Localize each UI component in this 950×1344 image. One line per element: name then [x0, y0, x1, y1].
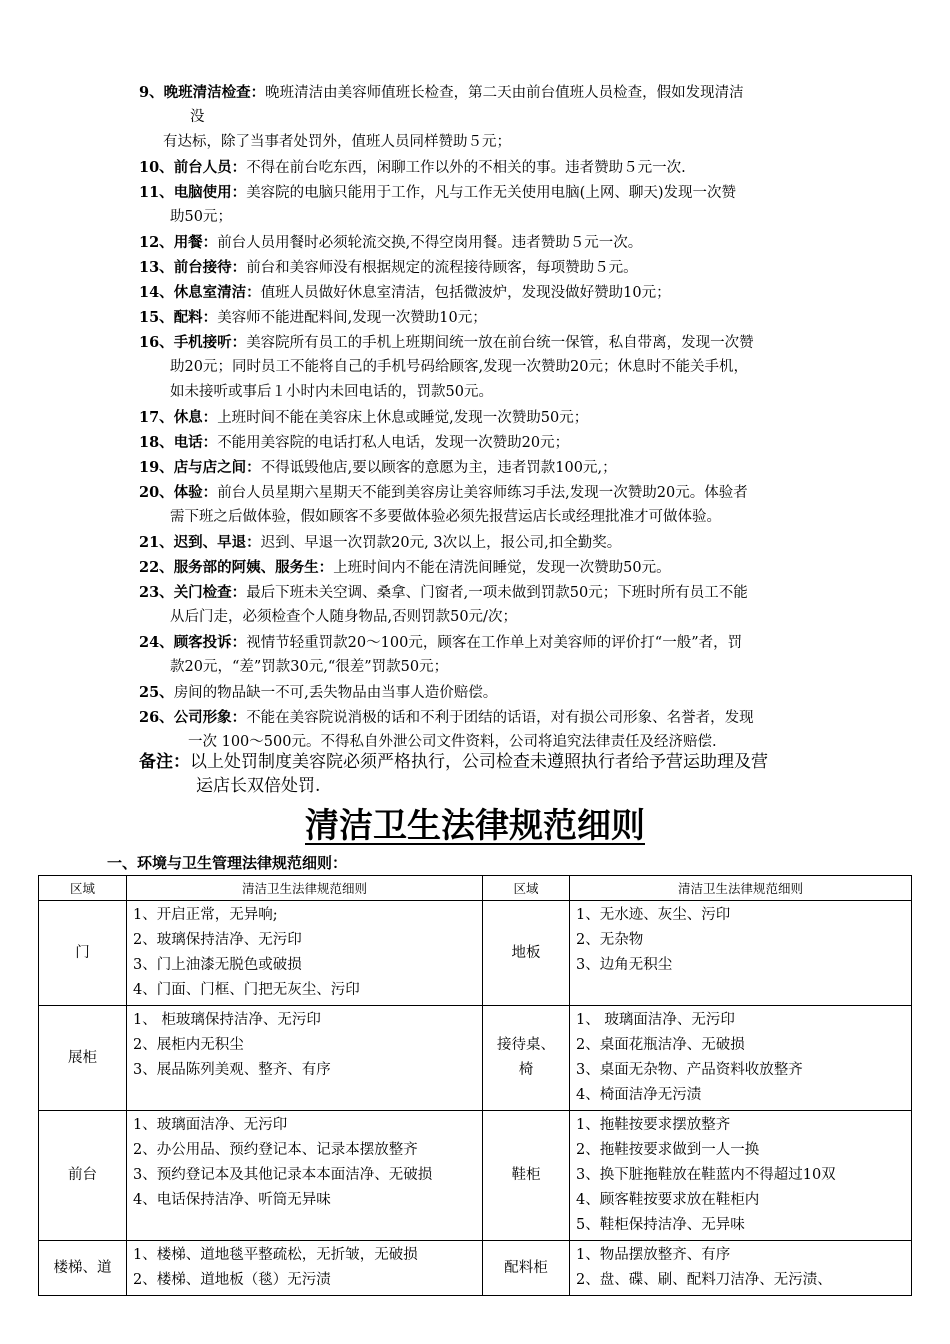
rule-text: 不能在美容院说消极的话和不利于团结的话语，对有损公司形象、名誉者，发现 [246, 710, 754, 726]
area-cell: 地板 [483, 901, 570, 1006]
area-cell: 楼梯、道 [39, 1241, 127, 1296]
doc-title [0, 800, 950, 852]
rule-number: 18、 [139, 434, 174, 451]
rules-cell [570, 1111, 912, 1241]
table-row [39, 901, 912, 1006]
rule-text: 前台人员星期六星期天不能到美容房让美容师练习手法,发现一次赞助20元。体验者 [217, 485, 748, 501]
table-row [39, 1241, 912, 1296]
rule-line: 1、物品摆放整齐、有序 [576, 1247, 731, 1263]
rule-line: 1、玻璃面洁净、无污印 [133, 1117, 288, 1133]
rule-text: 前台和美容师没有根据规定的流程接待顾客，每项赞助５元。 [246, 260, 638, 276]
area-cell: 接待桌、椅 [483, 1006, 570, 1111]
rule-title: 公司形象： [173, 709, 247, 726]
rule-line: 4、门面、门框、门把无灰尘、污印 [133, 982, 360, 998]
rule-title: 手机接听： [173, 334, 247, 351]
rule-line: 2、楼梯、道地板（毯）无污渍 [133, 1272, 331, 1288]
rule-number: 26、 [139, 709, 174, 726]
rule-number: 21、 [139, 534, 174, 551]
rule-text-continued: 助20元；同时员工不能将自己的手机号码给顾客,发现一次赞助20元；休息时不能关手机， [170, 359, 749, 375]
rule-title: 休息室清洁： [173, 284, 261, 301]
rule-line: 4、顾客鞋按要求放在鞋柜内 [576, 1192, 760, 1208]
rule-text: 美容师不能进配料间,发现一次赞助10元； [217, 310, 487, 326]
rule-text-continued: 如未接听或事后１小时内未回电话的，罚款50元。 [170, 384, 493, 400]
rule-title: 关门检查： [173, 584, 247, 601]
rule-number: 23、 [139, 584, 174, 601]
rule-text: 视情节轻重罚款20～100元，顾客在工作单上对美容师的评价打“一般”者，罚 [246, 635, 743, 651]
rules-cell [127, 1111, 483, 1241]
rule-line: 2、拖鞋按要求做到一人一换 [576, 1142, 760, 1158]
rule-title: 电脑使用： [173, 184, 247, 201]
rule-line: 3、门上油漆无脱色或破损 [133, 957, 302, 973]
rule-text: 上班时间内不能在清洗间睡觉，发现一次赞助50元。 [333, 560, 671, 576]
rule-text-continued: 没 [190, 109, 205, 125]
rules-cell [570, 1241, 912, 1296]
rule-item [139, 555, 859, 581]
rule-item [139, 705, 859, 731]
rule-text: 最后下班未关空调、桑拿、门窗者,一项未做到罚款50元；下班时所有员工不能 [246, 585, 748, 601]
rules-cell [127, 901, 483, 1006]
rule-number: 14、 [139, 284, 174, 301]
rule-line: 2、无杂物 [576, 932, 644, 948]
rule-text: 晚班清洁由美容师值班长检查，第二天由前台值班人员检查，假如发现清洁 [265, 85, 744, 101]
rule-item [139, 230, 859, 256]
area-cell: 前台 [39, 1111, 127, 1241]
area-cell: 配料柜 [483, 1241, 570, 1296]
rule-title: 体验： [173, 484, 218, 501]
rule-text: 房间的物品缺一不可,丢失物品由当事人造价赔偿。 [173, 685, 498, 701]
rule-item [139, 630, 859, 656]
area-cell: 鞋柜 [483, 1111, 570, 1241]
rule-title: 休息： [173, 409, 218, 426]
rule-item [139, 155, 859, 181]
rule-text: 不能用美容院的电话打私人电话，发现一次赞助20元； [217, 435, 570, 451]
rule-line: 1、 玻璃面洁净、无污印 [576, 1012, 735, 1028]
cleaning-rules-table [38, 875, 912, 1296]
rule-line: 3、展品陈列美观、整齐、有序 [133, 1062, 331, 1078]
rule-line: 2、展柜内无积尘 [133, 1037, 244, 1053]
rule-line: 1、拖鞋按要求摆放整齐 [576, 1117, 731, 1133]
rule-title: 顾客投诉： [173, 634, 247, 651]
rule-line: 3、预约登记本及其他记录本本面洁净、无破损 [133, 1167, 433, 1183]
rules-cell [570, 1006, 912, 1111]
rule-line: 1、 柜玻璃保持洁净、无污印 [133, 1012, 321, 1028]
rule-number: 12、 [139, 234, 174, 251]
rule-number: 10、 [139, 159, 174, 176]
rule-line: 3、边角无积尘 [576, 957, 673, 973]
header-area-1: 区域 [39, 876, 127, 901]
rule-text-continued: 从后门走，必须检查个人随身物品,否则罚款50元/次； [170, 609, 517, 625]
rule-title: 服务部的阿姨、服务生： [173, 559, 334, 576]
note-line-1: 以上处罚制度美容院必须严格执行，公司检查未遵照执行者给予营运助理及营 [190, 752, 768, 772]
rule-number: 20、 [139, 484, 174, 501]
rule-number: 13、 [139, 259, 174, 276]
rule-text: 值班人员做好休息室清洁，包括微波炉，发现没做好赞助10元； [260, 285, 671, 301]
rule-text: 前台人员用餐时必须轮流交换,不得空岗用餐。违者赞助５元一次。 [217, 235, 643, 251]
rule-text: 不得诋毁他店,要以顾客的意愿为主，违者罚款100元,； [260, 460, 617, 476]
doc-title-text: 清洁卫生法律规范细则 [305, 806, 645, 846]
rule-number: 15、 [139, 309, 174, 326]
rule-number: 17、 [139, 409, 174, 426]
table-row [39, 1111, 912, 1241]
rule-title: 电话： [173, 434, 218, 451]
rule-item [139, 580, 859, 606]
rule-item [139, 180, 859, 206]
rule-line: 2、盘、碟、刷、配料刀洁净、无污渍、 [576, 1272, 832, 1288]
rule-text: 美容院所有员工的手机上班期间统一放在前台统一保管，私自带离，发现一次赞 [246, 335, 754, 351]
rule-item [139, 480, 859, 506]
rule-title: 前台人员： [173, 159, 247, 176]
area-cell: 展柜 [39, 1006, 127, 1111]
note [139, 750, 859, 798]
rule-number: 16、 [139, 334, 174, 351]
rule-title: 前台接待： [173, 259, 247, 276]
rule-text-continued: 一次 100～500元。不得私自外泄公司文件资料，公司将追究法律责任及经济赔偿. [188, 734, 717, 750]
rule-item [139, 455, 859, 481]
table-header-row [39, 876, 912, 901]
rule-item [139, 305, 859, 331]
rule-number: 22、 [139, 559, 174, 576]
rule-number: 24、 [139, 634, 174, 651]
rule-item [139, 255, 859, 281]
rule-number: 25、 [139, 684, 174, 701]
rule-line: 3、换下脏拖鞋放在鞋蓝内不得超过10双 [576, 1167, 836, 1183]
rule-line: 2、玻璃保持洁净、无污印 [133, 932, 302, 948]
rule-title: 店与店之间： [173, 459, 261, 476]
rule-item [139, 680, 859, 706]
rule-line: 1、开启正常，无异响; [133, 907, 278, 923]
rule-title: 晚班清洁检查： [163, 84, 266, 101]
rules-cell [127, 1006, 483, 1111]
rule-line: 3、桌面无杂物、产品资料收放整齐 [576, 1062, 803, 1078]
table-body [39, 901, 912, 1296]
rule-line: 2、办公用品、预约登记本、记录本摆放整齐 [133, 1142, 418, 1158]
rule-text-continued: 有达标，除了当事者处罚外，值班人员同样赞助５元； [163, 134, 511, 150]
rule-item [139, 330, 859, 356]
rule-item [139, 530, 859, 556]
note-label: 备注： [139, 752, 190, 772]
rule-number: 11、 [139, 184, 174, 201]
rule-text-continued: 需下班之后做体验，假如顾客不多要做体验必须先报营运店长或经理批准才可做体验。 [170, 509, 721, 525]
rule-text: 迟到、早退一次罚款20元, 3次以上，报公司,扣全勤奖。 [260, 535, 622, 551]
rule-number: 19、 [139, 459, 174, 476]
header-rules-2: 清洁卫生法律规范细则 [570, 876, 912, 901]
rule-text: 上班时间不能在美容床上休息或睡觉,发现一次赞助50元； [217, 410, 589, 426]
rule-line: 4、椅面洁净无污渍 [576, 1087, 702, 1103]
section-heading: 一、环境与卫生管理法律规范细则： [107, 854, 348, 872]
rule-text: 不得在前台吃东西，闲聊工作以外的不相关的事。违者赞助５元一次. [246, 160, 686, 176]
rule-item [139, 280, 859, 306]
rule-text-continued: 助50元； [170, 209, 232, 225]
rule-item [139, 80, 859, 106]
note-line-2: 运店长双倍处罚. [196, 776, 321, 796]
rule-line: 4、电话保持洁净、听筒无异味 [133, 1192, 331, 1208]
rule-title: 配料： [173, 309, 218, 326]
rule-line: 5、鞋柜保持洁净、无异味 [576, 1217, 745, 1233]
rule-line: 1、无水迹、灰尘、污印 [576, 907, 731, 923]
rule-line: 2、桌面花瓶洁净、无破损 [576, 1037, 745, 1053]
header-area-2: 区域 [483, 876, 570, 901]
rule-text-continued: 款20元，“差”罚款30元,“很差”罚款50元； [170, 659, 449, 675]
rule-item [139, 405, 859, 431]
area-cell: 门 [39, 901, 127, 1006]
rule-title: 迟到、早退： [173, 534, 261, 551]
rule-item [139, 430, 859, 456]
rule-title: 用餐： [173, 234, 218, 251]
table-row [39, 1006, 912, 1111]
rule-line: 1、楼梯、道地毯平整疏松，无折皱，无破损 [133, 1247, 418, 1263]
header-rules-1: 清洁卫生法律规范细则 [127, 876, 483, 901]
rules-cell [127, 1241, 483, 1296]
rule-number: 9、 [139, 84, 164, 101]
rule-text: 美容院的电脑只能用于工作，凡与工作无关使用电脑(上网、聊天)发现一次赞 [246, 185, 736, 201]
rules-cell [570, 901, 912, 1006]
